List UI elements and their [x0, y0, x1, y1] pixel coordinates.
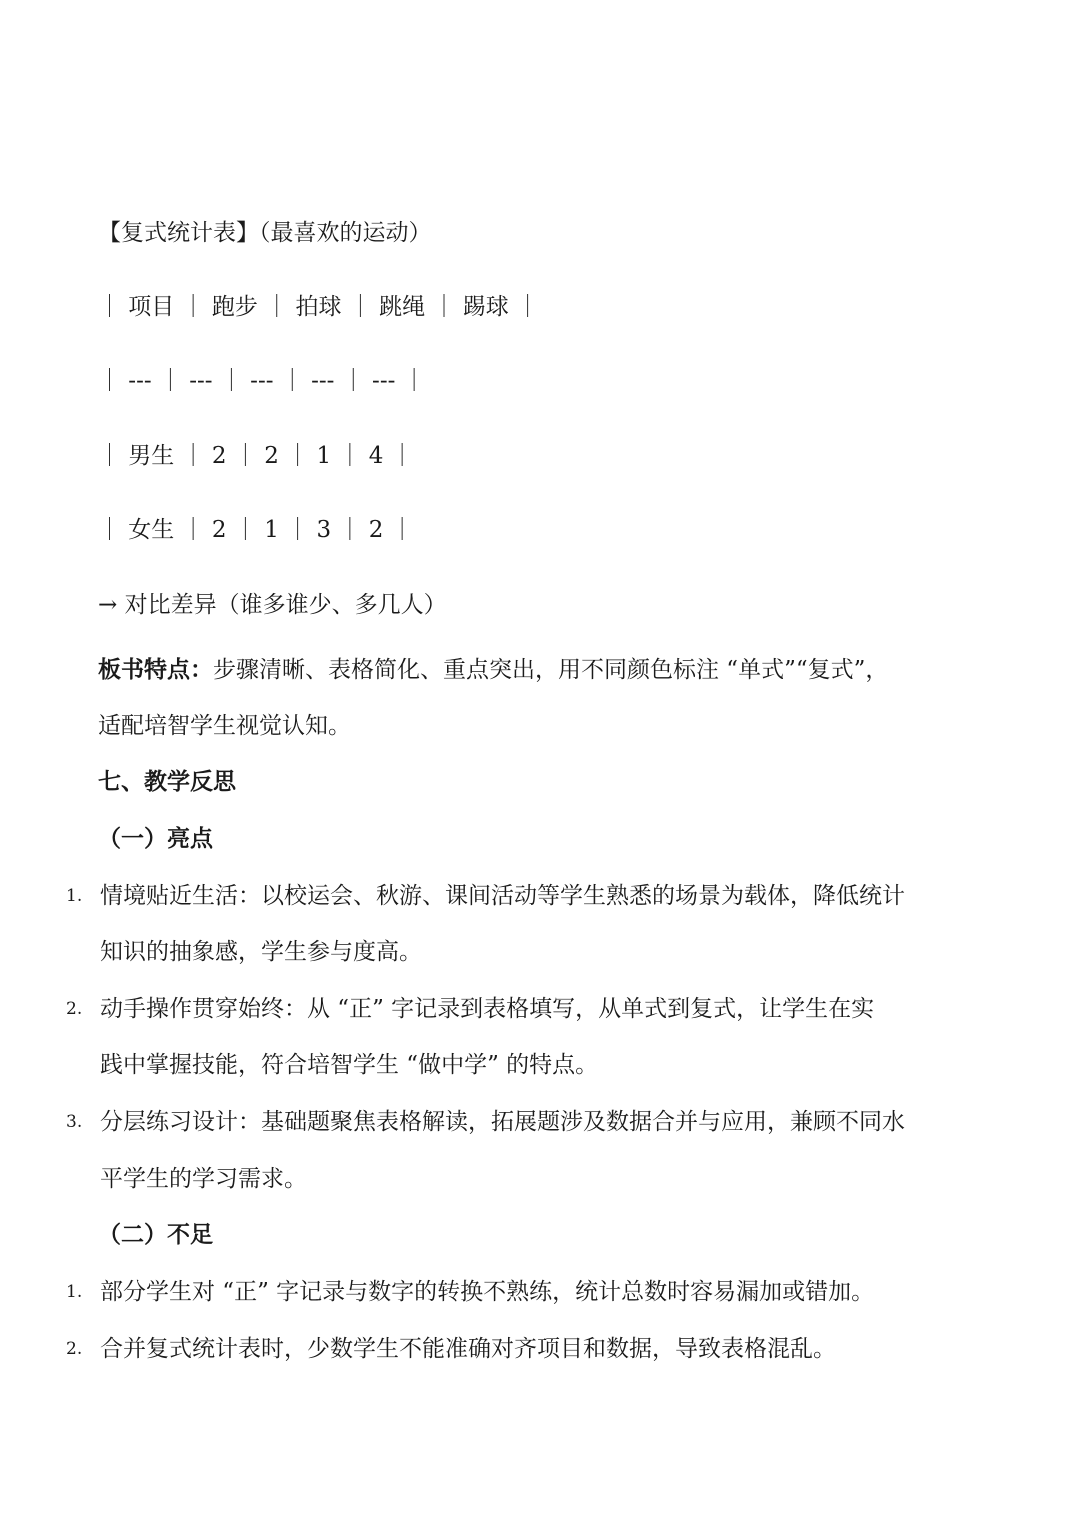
list-number: 1.	[66, 1282, 83, 1302]
list-text-cont: 知识的抽象感，学生参与度高。	[100, 939, 422, 965]
table-separator-row: ｜ --- ｜ --- ｜ --- ｜ --- ｜ --- ｜	[98, 368, 426, 394]
subheading-highlights: （一）亮点	[98, 825, 213, 852]
board-features-cont: 适配培智学生视觉认知。	[98, 713, 351, 739]
subheading-shortcomings: （二）不足	[98, 1221, 213, 1248]
list-number: 1.	[66, 886, 83, 906]
list-text: 动手操作贯穿始终：从 “正” 字记录到表格填写，从单式到复式，让学生在实	[100, 996, 875, 1022]
list-text-cont: 平学生的学习需求。	[100, 1166, 307, 1192]
compare-note: → 对比差异（谁多谁少、多几人）	[98, 592, 447, 618]
list-text: 情境贴近生活：以校运会、秋游、课间活动等学生熟悉的场景为载体，降低统计	[100, 883, 905, 909]
feature-text: 步骤清晰、表格简化、重点突出，用不同颜色标注 “单式”“复式”，	[213, 657, 889, 683]
list-text: 部分学生对 “正” 字记录与数字的转换不熟练，统计总数时容易漏加或错加。	[100, 1279, 875, 1305]
feature-label: 板书特点：	[98, 656, 213, 683]
list-text: 分层练习设计：基础题聚焦表格解读，拓展题涉及数据合并与应用，兼顾不同水	[100, 1109, 905, 1135]
list-text-cont: 践中掌握技能，符合培智学生 “做中学” 的特点。	[100, 1052, 599, 1078]
list-number: 3.	[66, 1112, 83, 1132]
section-heading-reflection: 七、教学反思	[98, 768, 236, 795]
list-text: 合并复式统计表时，少数学生不能准确对齐项目和数据，导致表格混乱。	[100, 1336, 836, 1362]
table-header-row: ｜ 项目 ｜ 跑步 ｜ 拍球 ｜ 跳绳 ｜ 踢球 ｜	[98, 294, 540, 320]
board-title: 【复式统计表】（最喜欢的运动）	[98, 220, 432, 246]
table-row-boys: ｜ 男生 ｜ 2 ｜ 2 ｜ 1 ｜ 4 ｜	[98, 443, 414, 469]
list-number: 2.	[66, 999, 83, 1019]
table-row-girls: ｜ 女生 ｜ 2 ｜ 1 ｜ 3 ｜ 2 ｜	[98, 517, 414, 543]
board-features	[98, 654, 888, 686]
list-number: 2.	[66, 1339, 83, 1359]
